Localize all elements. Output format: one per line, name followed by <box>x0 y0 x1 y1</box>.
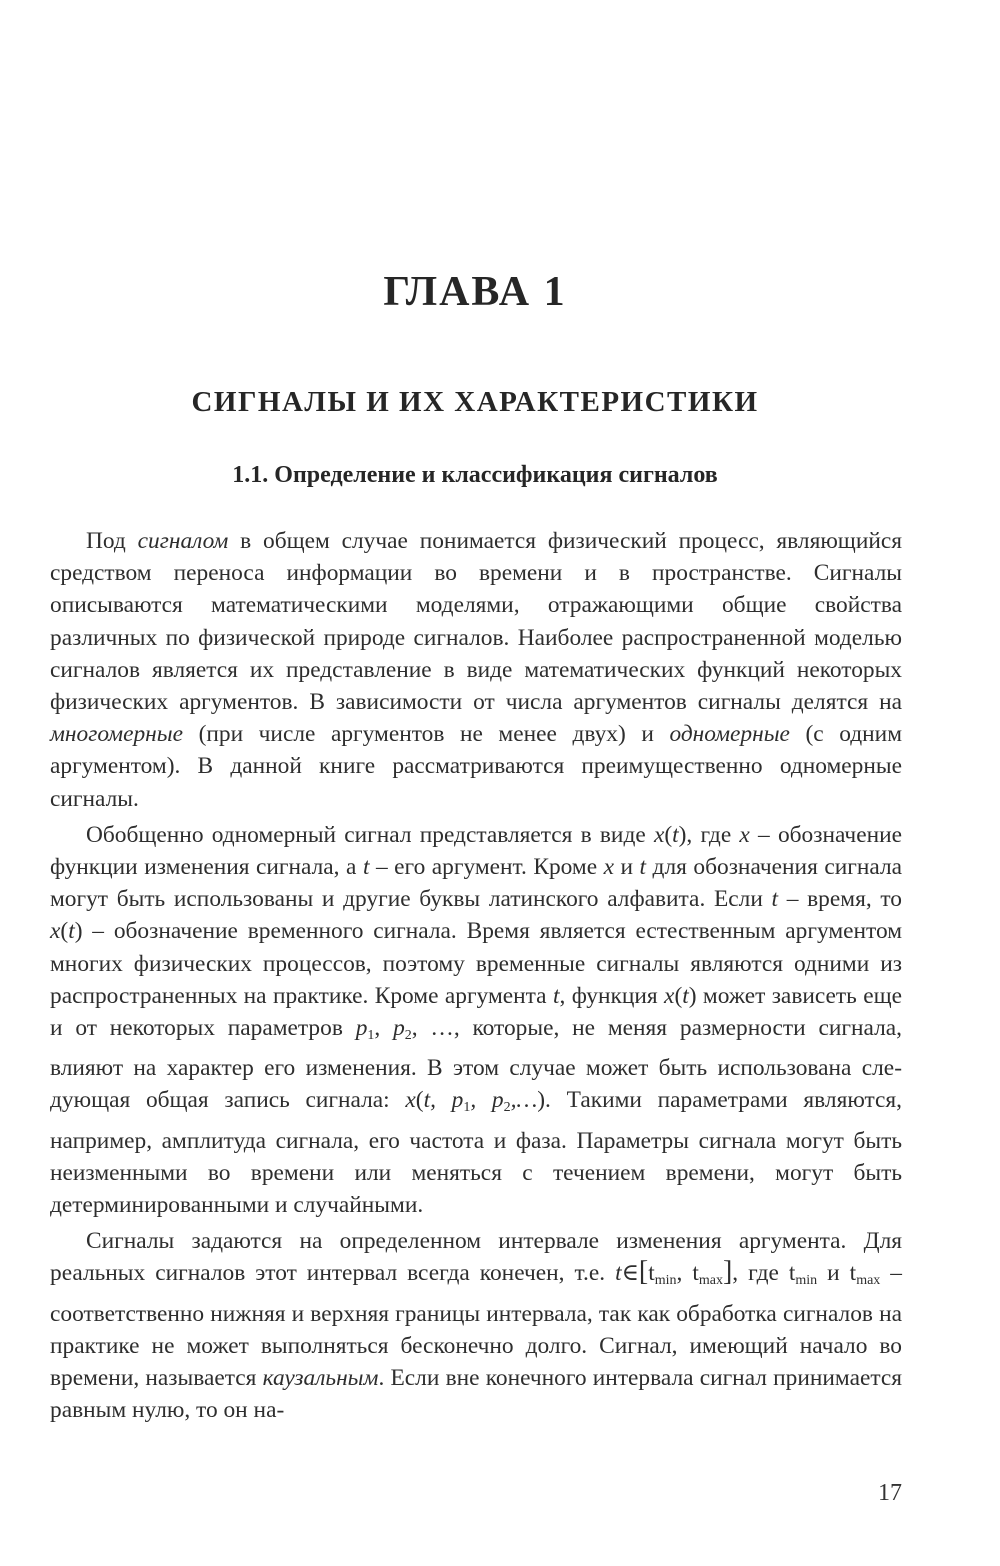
text-run: ( <box>415 1087 424 1114</box>
math-italic: t <box>771 886 779 913</box>
math-italic: t <box>68 918 75 945</box>
math-symbol: t <box>648 1260 655 1287</box>
math-italic: , p <box>470 1087 504 1114</box>
math-italic: x <box>739 821 750 848</box>
math-italic: t <box>672 821 679 848</box>
math-subscript: 2 <box>503 1100 511 1116</box>
math-italic: x <box>653 821 665 848</box>
math-italic: t <box>682 982 689 1009</box>
math-subscript: 1 <box>463 1100 471 1116</box>
text-run: . Если вне конечного интервала сигнал принимается равным нулю, то он на- <box>50 1365 902 1424</box>
text-run: (с одним аргументом). В данной книге рассматриваются преимущественно одномерные сигналы. <box>50 721 902 812</box>
term-italic: каузальным <box>262 1365 379 1392</box>
text-run: , …, которые, не меняя размерности сигнала, влияют на характер его изменения. В этом случае может быть использована следующая общая запись сигнала: <box>50 1015 902 1114</box>
paragraph-1 <box>50 525 902 815</box>
math-italic: x <box>405 1087 416 1114</box>
body-text <box>50 525 902 1426</box>
text-run: , где t <box>732 1260 796 1287</box>
text-run: – время, то <box>778 886 902 913</box>
text-run: ) – обозначение временного сигнала. Время является естественным аргументом многих физических процессов, поэтому временные сигналы являются одними из распространенных на практике. Кроме аргумента <box>50 918 902 1009</box>
text-run: – обозначение функции изменения сигнала, а <box>50 821 902 881</box>
paragraph-2 <box>50 819 902 1221</box>
text-run: ), где <box>678 821 740 848</box>
text-run: и <box>614 854 640 881</box>
element-of-symbol: ∈ <box>621 1260 639 1287</box>
math-italic: x <box>50 918 61 945</box>
text-run: – его аргумент. Кроме <box>369 854 604 881</box>
term-italic: одномерные <box>669 721 790 748</box>
text-run: ). Такими параметрами являются, например, амплитуда сигнала, его частота и фаза. Параметры сигнала могут быть неизменными во времени или меняться с течением времени, могут быть детерминированными и случайными. <box>50 1087 902 1219</box>
math-subscript: 2 <box>404 1028 412 1044</box>
math-italic: t <box>362 854 370 881</box>
term-italic: многомерные <box>50 721 183 748</box>
chapter-title: ГЛАВА 1 <box>383 269 567 315</box>
page-number: 17 <box>878 1480 902 1506</box>
left-bracket: [ <box>638 1256 649 1288</box>
text-run: в общем случае понимается физический процесс, являющийся средством переноса информации во времени и в пространстве. Сигналы описываются математическими моделями, отражающими общие свойства различных по физической природе сигналов. Наиболее распространенной моделью сигналов является их представление в виде математических функций некоторых физических аргументов. В зависимости от числа аргументов сигналы делятся на <box>50 528 902 716</box>
section-title: СИГНАЛЫ И ИХ ХАРАКТЕРИСТИКИ <box>191 386 759 418</box>
math-italic: t <box>552 982 560 1009</box>
text-run: Под <box>86 528 138 554</box>
subsection-title: 1.1. Определение и классификация сигналов <box>232 462 718 488</box>
math-italic: p <box>393 1015 405 1042</box>
math-symbol: , t <box>676 1260 699 1287</box>
text-run: , функция <box>559 982 665 1009</box>
math-italic: t, p <box>423 1087 464 1114</box>
term-italic: сигналом <box>137 528 229 554</box>
math-subscript: min <box>654 1273 677 1289</box>
text-run: , <box>374 1015 394 1042</box>
math-subscript: 1 <box>367 1028 375 1044</box>
math-subscript: max <box>698 1273 723 1289</box>
text-run: Обобщенно одномерный сигнал представляется в виде <box>86 821 654 848</box>
text-run: и t <box>817 1260 857 1287</box>
math-italic: p <box>355 1015 368 1042</box>
math-subscript: min <box>795 1273 818 1289</box>
math-italic: t <box>639 854 647 881</box>
text-run: ( <box>664 821 673 848</box>
math-italic: x <box>603 854 614 881</box>
text-run: ( <box>60 918 69 945</box>
math-italic: x <box>664 982 675 1009</box>
interval-formula <box>615 1256 733 1289</box>
text-run: (при числе аргументов не менее двух) и <box>183 721 670 748</box>
math-subscript: max <box>856 1273 881 1289</box>
right-bracket: ] <box>722 1256 733 1288</box>
text-run: Сигналы задаются на определенном интервале изменения аргумента. Для реальных сигналов этот интервал всегда конечен, т.е. <box>50 1228 902 1287</box>
math-italic: ,… <box>510 1087 538 1114</box>
paragraph-3 <box>50 1225 902 1426</box>
text-run: – соответственно нижняя и верхняя границы интервала, так как обработка сигналов на практике не может выполняться бесконечно долго. Сигнал, имеющий начало во времени, называется <box>50 1260 902 1392</box>
text-run: ) может зависеть еще и от некоторых параметров <box>50 982 902 1042</box>
text-run: для обозначения сигнала могут быть использованы и другие буквы латинского алфавита. Если <box>50 854 903 913</box>
text-run: ( <box>674 982 683 1009</box>
math-italic: t <box>615 1260 622 1287</box>
